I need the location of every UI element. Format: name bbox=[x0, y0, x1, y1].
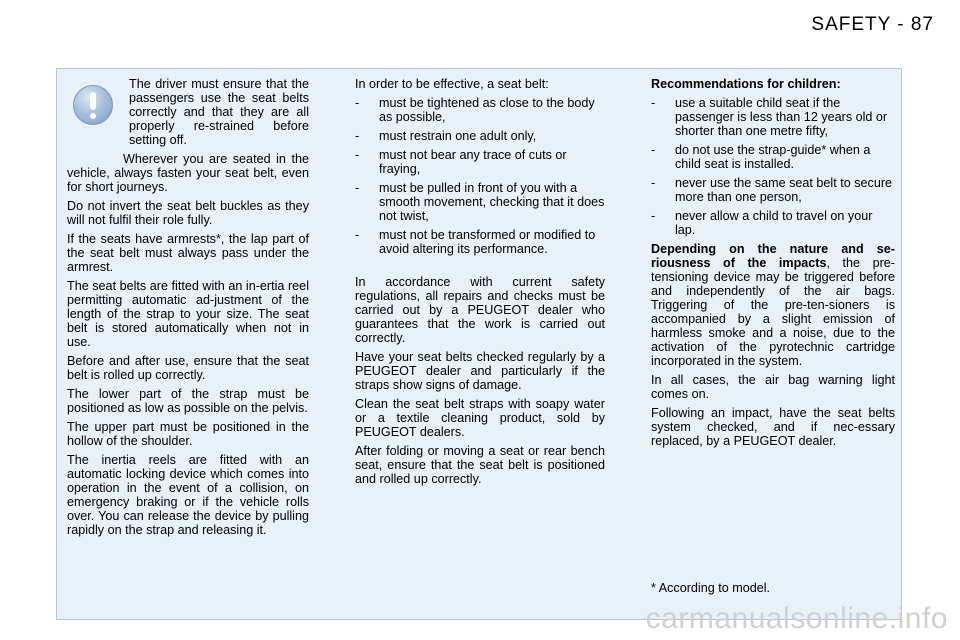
list-item: - must be tightened as close to the body as possible, bbox=[355, 96, 595, 124]
list-item: - must not bear any trace of cuts or fraying, bbox=[355, 148, 567, 176]
seat-belt-requirements-list bbox=[355, 96, 605, 256]
paragraph: Have your seat belts checked regularly by a PEUGEOT dealer and particularly if the straps show signs of damage. bbox=[355, 350, 605, 392]
list-item: - must restrain one adult only, bbox=[355, 129, 537, 143]
list-item: - do not use the strap-guide* when a child seat is installed. bbox=[651, 143, 871, 171]
column-right bbox=[651, 77, 895, 453]
paragraph: If the seats have armrests*, the lap part of the seat belt must always pass under the armrest. bbox=[67, 232, 309, 274]
list-item: - never allow a child to travel on your lap. bbox=[651, 209, 873, 237]
column-left bbox=[67, 77, 309, 542]
list-item: - must not be transformed or modified to avoid altering its performance. bbox=[355, 228, 596, 256]
children-heading: Recommendations for children: bbox=[651, 77, 841, 91]
warning-exclamation-icon bbox=[73, 85, 113, 125]
warning-lead-text: The driver must ensure that the passengers use the seat belts correctly and that they are all properly re-strained before setting off. bbox=[129, 77, 309, 147]
pretensioner-paragraph: Depending on the nature and se-riousness of the impacts, the pre-tensioning device may be triggered before and independently of the air bags. Triggering of the pre-ten-sioners is accompanied by a slight emission of harmless smoke and a noise, due to the activation of the pyrotechnic cartridge incorporated in the system. bbox=[651, 242, 895, 368]
list-item: - never use the same seat belt to secure more than one person, bbox=[651, 176, 893, 204]
list-item: - must be pulled in front of you with a smooth movement, checking that it does not twist, bbox=[355, 181, 605, 223]
paragraph: The seat belts are fitted with an in-ertia reel permitting automatic ad-justment of the length of the strap to your size. The seat belt is stored automatically when not in use. bbox=[67, 279, 309, 349]
paragraph: Wherever you are seated in the vehicle, always fasten your seat belt, even for short journeys. bbox=[67, 152, 309, 194]
paragraph: After folding or moving a seat or rear bench seat, ensure that the seat belt is positioned and rolled up correctly. bbox=[355, 444, 605, 486]
paragraph: Before and after use, ensure that the seat belt is rolled up correctly. bbox=[67, 354, 309, 382]
paragraph: In all cases, the air bag warning light comes on. bbox=[651, 373, 895, 401]
safety-panel bbox=[56, 68, 902, 620]
warning-icon-wrap bbox=[67, 77, 123, 145]
paragraph: The upper part must be positioned in the hollow of the shoulder. bbox=[67, 420, 309, 448]
column-middle bbox=[355, 77, 605, 491]
paragraph: In accordance with current safety regulations, all repairs and checks must be carried out by a PEUGEOT dealer who guarantees that the work is carried out correctly. bbox=[355, 275, 605, 345]
paragraph: Do not invert the seat belt buckles as they will not fulfil their role fully. bbox=[67, 199, 309, 227]
paragraph: Following an impact, have the seat belts system checked, and if nec-essary replaced, by a PEUGEOT dealer. bbox=[651, 406, 895, 448]
seat-belt-intro: In order to be effective, a seat belt: bbox=[355, 77, 549, 91]
paragraph: The inertia reels are fitted with an automatic locking device which comes into operation in the event of a collision, on emergency braking or if the vehicle rolls over. You can release the device by pulling rapidly on the strap and releasing it. bbox=[67, 453, 309, 537]
children-recommendations-list bbox=[651, 96, 895, 237]
footnote: * According to model. bbox=[651, 581, 771, 595]
page-title: SAFETY - 87 bbox=[811, 14, 934, 35]
paragraph: Clean the seat belt straps with soapy water or a textile cleaning product, sold by PEUGEOT dealers. bbox=[355, 397, 605, 439]
list-item: - use a suitable child seat if the passenger is less than 12 years old or shorter than one metre fifty, bbox=[651, 96, 888, 138]
paragraph: The lower part of the strap must be positioned as low as possible on the pelvis. bbox=[67, 387, 309, 415]
watermark-text: carmanualsonline.info bbox=[645, 602, 948, 635]
